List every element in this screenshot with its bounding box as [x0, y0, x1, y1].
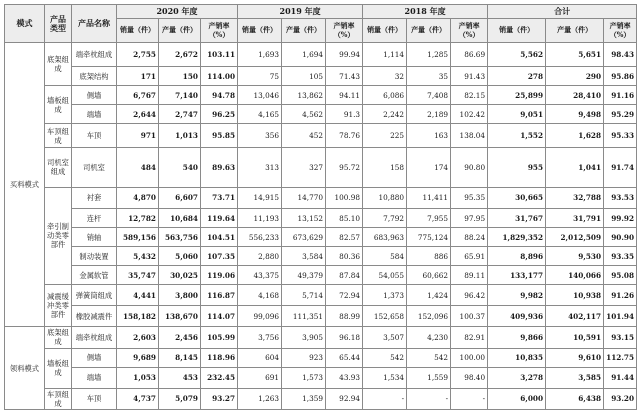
product-name-cell: 金属软管: [72, 266, 117, 285]
table-row: [5, 67, 637, 86]
mode-cell: 买料模式: [5, 43, 45, 327]
value-cell: 35: [407, 67, 451, 86]
value-cell: 95.33: [604, 124, 637, 147]
value-cell: 6,767: [117, 86, 159, 105]
value-cell: 96.42: [451, 285, 488, 306]
value-cell: 313: [238, 147, 282, 187]
value-cell: 10,880: [363, 187, 407, 208]
value-cell: 484: [117, 147, 159, 187]
value-cell: 91.3: [326, 105, 363, 124]
value-cell: 13,046: [238, 86, 282, 105]
value-cell: 402,117: [546, 306, 604, 327]
value-cell: 86.69: [451, 43, 488, 67]
value-cell: 1,373: [363, 285, 407, 306]
value-cell: 118.96: [201, 348, 238, 367]
value-cell: 65.91: [451, 247, 488, 266]
value-cell: 95.86: [604, 67, 637, 86]
value-cell: 563,756: [159, 228, 201, 247]
value-cell: 163: [407, 124, 451, 147]
header-product: 产品名称: [72, 5, 117, 43]
value-cell: 4,441: [117, 285, 159, 306]
value-cell: 93.15: [604, 327, 637, 348]
value-cell: 93.35: [604, 247, 637, 266]
value-cell: 111,351: [282, 306, 326, 327]
value-cell: 584: [363, 247, 407, 266]
table-row: [5, 86, 637, 105]
value-cell: 119.06: [201, 266, 238, 285]
value-cell: 409,936: [488, 306, 546, 327]
value-cell: 290: [546, 67, 604, 86]
value-cell: 10,835: [488, 348, 546, 367]
value-cell: 9,866: [488, 327, 546, 348]
value-cell: 12,782: [117, 209, 159, 228]
value-cell: 2,189: [407, 105, 451, 124]
header-output: 产量（件）: [282, 19, 326, 43]
product-name-cell: 销轴: [72, 228, 117, 247]
value-cell: 8,145: [159, 348, 201, 367]
product-name-cell: 端墙: [72, 367, 117, 388]
value-cell: 9,982: [488, 285, 546, 306]
value-cell: 2,747: [159, 105, 201, 124]
value-cell: 31,791: [546, 209, 604, 228]
value-cell: 49,379: [282, 266, 326, 285]
value-cell: 5,562: [488, 43, 546, 67]
category-cell: 底架组成: [45, 327, 72, 348]
value-cell: 8,896: [488, 247, 546, 266]
value-cell: 278: [488, 67, 546, 86]
value-cell: 1,534: [363, 367, 407, 388]
product-name-cell: 侧墙: [72, 86, 117, 105]
value-cell: 556,233: [238, 228, 282, 247]
value-cell: -: [451, 388, 488, 409]
value-cell: 82.57: [326, 228, 363, 247]
value-cell: 5,060: [159, 247, 201, 266]
value-cell: 78.76: [326, 124, 363, 147]
value-cell: 7,408: [407, 86, 451, 105]
value-cell: 30,665: [488, 187, 546, 208]
production-sales-table: [4, 4, 637, 410]
value-cell: 6,000: [488, 388, 546, 409]
value-cell: 11,411: [407, 187, 451, 208]
product-name-cell: 橡胶减震件: [72, 306, 117, 327]
value-cell: 971: [117, 124, 159, 147]
value-cell: 32,788: [546, 187, 604, 208]
product-name-cell: 底架结构: [72, 67, 117, 86]
value-cell: 93.53: [604, 187, 637, 208]
value-cell: 673,629: [282, 228, 326, 247]
value-cell: 94.78: [201, 86, 238, 105]
value-cell: 100.98: [326, 187, 363, 208]
value-cell: 98.43: [604, 43, 637, 67]
table-row: [5, 367, 637, 388]
value-cell: 4,562: [282, 105, 326, 124]
value-cell: 1,114: [363, 43, 407, 67]
product-name-cell: 衬套: [72, 187, 117, 208]
header-rate: 产销率（%）: [604, 19, 637, 43]
value-cell: 171: [117, 67, 159, 86]
category-cell: 司机室组成: [45, 147, 72, 187]
value-cell: 104.51: [201, 228, 238, 247]
value-cell: 3,756: [238, 327, 282, 348]
table-row: [5, 247, 637, 266]
product-name-cell: 制动装置: [72, 247, 117, 266]
value-cell: 99.94: [326, 43, 363, 67]
value-cell: 1,628: [546, 124, 604, 147]
category-cell: 底架组成: [45, 43, 72, 86]
value-cell: 1,694: [282, 43, 326, 67]
value-cell: 82.15: [451, 86, 488, 105]
value-cell: 3,278: [488, 367, 546, 388]
value-cell: 95.08: [604, 266, 637, 285]
value-cell: 100.37: [451, 306, 488, 327]
value-cell: 1,829,352: [488, 228, 546, 247]
value-cell: 542: [407, 348, 451, 367]
value-cell: 3,585: [546, 367, 604, 388]
header-sales: 销量（件）: [488, 19, 546, 43]
value-cell: 87.84: [326, 266, 363, 285]
value-cell: 5,079: [159, 388, 201, 409]
value-cell: 589,156: [117, 228, 159, 247]
header-output: 产量（件）: [159, 19, 201, 43]
header-row-years: [5, 5, 637, 19]
value-cell: 133,177: [488, 266, 546, 285]
product-name-cell: 车顶: [72, 124, 117, 147]
value-cell: 32: [363, 67, 407, 86]
value-cell: 100.00: [451, 348, 488, 367]
category-cell: 墙板组成: [45, 348, 72, 388]
value-cell: 43,375: [238, 266, 282, 285]
value-cell: 6,607: [159, 187, 201, 208]
value-cell: 1,359: [282, 388, 326, 409]
value-cell: 31,767: [488, 209, 546, 228]
value-cell: 90.80: [451, 147, 488, 187]
value-cell: 103.11: [201, 43, 238, 67]
value-cell: 88.99: [326, 306, 363, 327]
value-cell: 1,559: [407, 367, 451, 388]
table-row: [5, 285, 637, 306]
value-cell: 4,168: [238, 285, 282, 306]
category-cell: 车顶组成: [45, 388, 72, 409]
value-cell: 30,025: [159, 266, 201, 285]
header-total: 合计: [488, 5, 637, 19]
value-cell: 540: [159, 147, 201, 187]
header-rate: 产销率（%）: [326, 19, 363, 43]
value-cell: 9,689: [117, 348, 159, 367]
table-row: [5, 327, 637, 348]
value-cell: 95.72: [326, 147, 363, 187]
product-name-cell: 司机室: [72, 147, 117, 187]
value-cell: 10,938: [546, 285, 604, 306]
value-cell: 1,424: [407, 285, 451, 306]
table-row: [5, 105, 637, 124]
value-cell: 2,603: [117, 327, 159, 348]
value-cell: 225: [363, 124, 407, 147]
value-cell: -: [407, 388, 451, 409]
value-cell: 91.16: [604, 86, 637, 105]
value-cell: 452: [282, 124, 326, 147]
value-cell: 886: [407, 247, 451, 266]
value-cell: 327: [282, 147, 326, 187]
value-cell: 5,714: [282, 285, 326, 306]
value-cell: 107.35: [201, 247, 238, 266]
value-cell: 7,140: [159, 86, 201, 105]
value-cell: 3,905: [282, 327, 326, 348]
category-cell: 减震缓冲类零部件: [45, 285, 72, 327]
value-cell: 3,800: [159, 285, 201, 306]
value-cell: 955: [488, 147, 546, 187]
value-cell: 91.44: [604, 367, 637, 388]
table-row: [5, 266, 637, 285]
value-cell: 1,041: [546, 147, 604, 187]
value-cell: 89.11: [451, 266, 488, 285]
value-cell: 11,193: [238, 209, 282, 228]
value-cell: 691: [238, 367, 282, 388]
value-cell: 3,584: [282, 247, 326, 266]
category-cell: 车顶组成: [45, 124, 72, 147]
value-cell: 140,066: [546, 266, 604, 285]
value-cell: 92.94: [326, 388, 363, 409]
value-cell: 102.42: [451, 105, 488, 124]
product-name-cell: 侧墙: [72, 348, 117, 367]
header-rate: 产销率（%）: [201, 19, 238, 43]
value-cell: 14,915: [238, 187, 282, 208]
table-row: [5, 187, 637, 208]
value-cell: 2,242: [363, 105, 407, 124]
value-cell: 105: [282, 67, 326, 86]
value-cell: 1,053: [117, 367, 159, 388]
value-cell: 6,086: [363, 86, 407, 105]
value-cell: 152,658: [363, 306, 407, 327]
table-body: [5, 43, 637, 410]
header-sales: 销量（件）: [238, 19, 282, 43]
value-cell: 114.00: [201, 67, 238, 86]
value-cell: 28,410: [546, 86, 604, 105]
value-cell: 82.91: [451, 327, 488, 348]
value-cell: 9,051: [488, 105, 546, 124]
value-cell: 72.94: [326, 285, 363, 306]
value-cell: 91.43: [451, 67, 488, 86]
value-cell: 7,792: [363, 209, 407, 228]
value-cell: 138,670: [159, 306, 201, 327]
value-cell: 71.43: [326, 67, 363, 86]
value-cell: 10,591: [546, 327, 604, 348]
value-cell: 4,737: [117, 388, 159, 409]
value-cell: 6,438: [546, 388, 604, 409]
value-cell: 75: [238, 67, 282, 86]
table-row: [5, 348, 637, 367]
header-output: 产量（件）: [407, 19, 451, 43]
value-cell: 4,230: [407, 327, 451, 348]
value-cell: 101.94: [604, 306, 637, 327]
value-cell: 96.25: [201, 105, 238, 124]
value-cell: 174: [407, 147, 451, 187]
value-cell: 60,662: [407, 266, 451, 285]
value-cell: 4,165: [238, 105, 282, 124]
value-cell: 95.35: [451, 187, 488, 208]
product-name-cell: 端牵枕组成: [72, 327, 117, 348]
mode-cell: 领料模式: [5, 327, 45, 410]
product-name-cell: 端墙: [72, 105, 117, 124]
value-cell: 89.63: [201, 147, 238, 187]
value-cell: 5,432: [117, 247, 159, 266]
value-cell: 95.29: [604, 105, 637, 124]
header-rate: 产销率（%）: [451, 19, 488, 43]
value-cell: 91.74: [604, 147, 637, 187]
value-cell: 1,285: [407, 43, 451, 67]
table-row: [5, 228, 637, 247]
value-cell: 2,755: [117, 43, 159, 67]
value-cell: 1,573: [282, 367, 326, 388]
value-cell: 604: [238, 348, 282, 367]
value-cell: 138.04: [451, 124, 488, 147]
value-cell: 99,096: [238, 306, 282, 327]
value-cell: 2,880: [238, 247, 282, 266]
value-cell: 13,152: [282, 209, 326, 228]
value-cell: 5,651: [546, 43, 604, 67]
value-cell: 119.64: [201, 209, 238, 228]
value-cell: 85.10: [326, 209, 363, 228]
value-cell: 98.40: [451, 367, 488, 388]
table-row: [5, 209, 637, 228]
header-category: 产品类型: [45, 5, 72, 43]
value-cell: 1,263: [238, 388, 282, 409]
value-cell: 356: [238, 124, 282, 147]
value-cell: 1,013: [159, 124, 201, 147]
value-cell: 158: [363, 147, 407, 187]
value-cell: 65.44: [326, 348, 363, 367]
value-cell: 14,770: [282, 187, 326, 208]
value-cell: 1,552: [488, 124, 546, 147]
value-cell: 112.75: [604, 348, 637, 367]
value-cell: 97.95: [451, 209, 488, 228]
value-cell: 4,870: [117, 187, 159, 208]
header-year-2020: 2020 年度: [117, 5, 238, 19]
product-name-cell: 弹簧筒组成: [72, 285, 117, 306]
value-cell: 775,124: [407, 228, 451, 247]
value-cell: 2,456: [159, 327, 201, 348]
header-mode: 模式: [5, 5, 45, 43]
value-cell: 116.87: [201, 285, 238, 306]
value-cell: 2,672: [159, 43, 201, 67]
value-cell: 152,096: [407, 306, 451, 327]
value-cell: 453: [159, 367, 201, 388]
table-row: [5, 43, 637, 67]
table-row: [5, 124, 637, 147]
category-cell: 牵引制动类零部件: [45, 187, 72, 284]
table-row: [5, 147, 637, 187]
value-cell: 9,530: [546, 247, 604, 266]
value-cell: 683,963: [363, 228, 407, 247]
header-sales: 销量（件）: [117, 19, 159, 43]
value-cell: 10,684: [159, 209, 201, 228]
product-name-cell: 连杆: [72, 209, 117, 228]
table-row: [5, 306, 637, 327]
header-sales: 销量（件）: [363, 19, 407, 43]
value-cell: -: [363, 388, 407, 409]
value-cell: 9,498: [546, 105, 604, 124]
value-cell: 88.24: [451, 228, 488, 247]
product-name-cell: 车顶: [72, 388, 117, 409]
value-cell: 150: [159, 67, 201, 86]
value-cell: 95.85: [201, 124, 238, 147]
value-cell: 1,693: [238, 43, 282, 67]
header-output: 产量（件）: [546, 19, 604, 43]
value-cell: 90.90: [604, 228, 637, 247]
value-cell: 54,055: [363, 266, 407, 285]
value-cell: 80.36: [326, 247, 363, 266]
value-cell: 91.26: [604, 285, 637, 306]
category-cell: 墙板组成: [45, 86, 72, 124]
value-cell: 73.71: [201, 187, 238, 208]
header-year-2019: 2019 年度: [238, 5, 363, 19]
value-cell: 25,899: [488, 86, 546, 105]
value-cell: 114.07: [201, 306, 238, 327]
value-cell: 2,012,509: [546, 228, 604, 247]
product-name-cell: 端牵枕组成: [72, 43, 117, 67]
value-cell: 93.20: [604, 388, 637, 409]
value-cell: 105.99: [201, 327, 238, 348]
value-cell: 2,644: [117, 105, 159, 124]
value-cell: 43.93: [326, 367, 363, 388]
value-cell: 232.45: [201, 367, 238, 388]
table-row: [5, 388, 637, 409]
value-cell: 158,182: [117, 306, 159, 327]
value-cell: 13,862: [282, 86, 326, 105]
value-cell: 542: [363, 348, 407, 367]
value-cell: 93.27: [201, 388, 238, 409]
header-year-2018: 2018 年度: [363, 5, 488, 19]
value-cell: 35,747: [117, 266, 159, 285]
value-cell: 3,507: [363, 327, 407, 348]
value-cell: 923: [282, 348, 326, 367]
value-cell: 9,610: [546, 348, 604, 367]
value-cell: 94.11: [326, 86, 363, 105]
value-cell: 7,955: [407, 209, 451, 228]
value-cell: 96.18: [326, 327, 363, 348]
value-cell: 99.92: [604, 209, 637, 228]
